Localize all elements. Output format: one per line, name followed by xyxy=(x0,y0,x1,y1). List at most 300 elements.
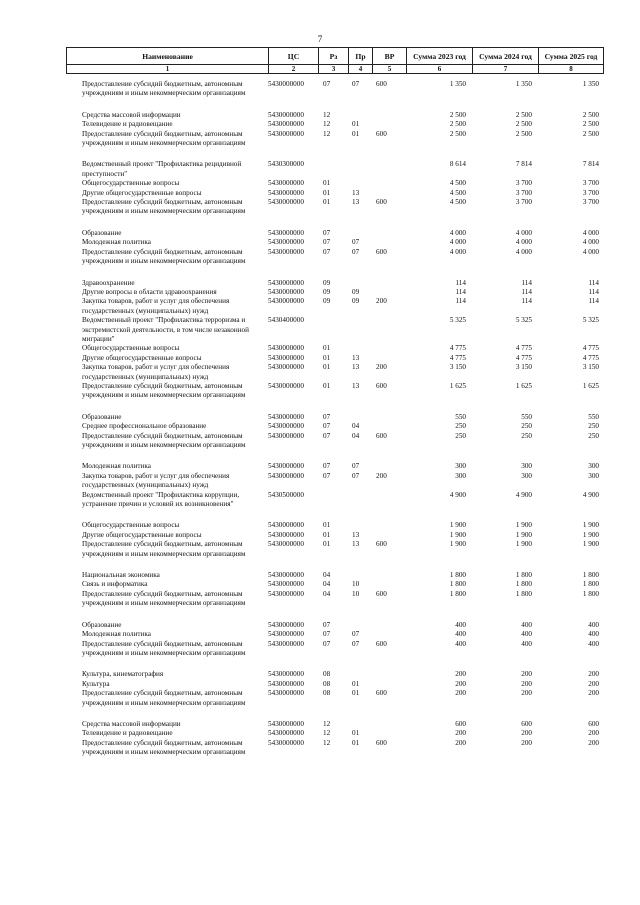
row-vr: 600 xyxy=(376,738,387,747)
row-name: Телевидение и радиовещание xyxy=(82,729,173,738)
row-cs: 5430000000 xyxy=(268,521,304,530)
row-sum-2024: 5 325 xyxy=(515,316,532,325)
row-sum-2023: 4 500 xyxy=(449,188,466,197)
row-rz: 01 xyxy=(323,381,331,390)
row-vr: 200 xyxy=(376,297,387,306)
row-pr: 13 xyxy=(352,198,360,207)
row-pr: 01 xyxy=(352,129,360,138)
table-row xyxy=(66,179,603,188)
row-spacer xyxy=(66,401,603,413)
row-pr: 13 xyxy=(352,381,360,390)
row-sum-2023: 4 900 xyxy=(449,490,466,499)
row-sum-2023: 1 625 xyxy=(449,381,466,390)
row-pr: 01 xyxy=(352,729,360,738)
header-sum-2023: Сумма 2023 год xyxy=(407,48,473,65)
row-sum-2024: 4 775 xyxy=(515,353,532,362)
row-rz: 09 xyxy=(323,297,331,306)
row-sum-2025: 114 xyxy=(588,278,599,287)
row-rz: 04 xyxy=(323,580,331,589)
row-cs: 5430000000 xyxy=(268,120,304,129)
row-vr: 600 xyxy=(376,639,387,648)
row-name: Связь и информатика xyxy=(82,580,148,589)
header-num-3: 3 xyxy=(319,65,349,74)
row-name: Средства массовой информации xyxy=(82,110,181,119)
row-name: Предоставление субсидий бюджетным, автономным учреждениям и иным некоммерческим организациям xyxy=(82,247,246,266)
row-sum-2024: 3 700 xyxy=(515,198,532,207)
row-sum-2025: 2 500 xyxy=(582,129,599,138)
row-vr xyxy=(372,229,406,238)
header-num-1: 1 xyxy=(67,65,269,74)
row-rz: 08 xyxy=(323,689,331,698)
row-sum-2025: 1 800 xyxy=(582,571,599,580)
row-cs: 5430000000 xyxy=(268,297,304,306)
row-cs: 5430000000 xyxy=(268,278,304,287)
row-vr xyxy=(372,354,406,363)
row-cs: 5430000000 xyxy=(268,738,304,747)
row-pr: 04 xyxy=(352,422,360,431)
row-cs: 5430000000 xyxy=(268,639,304,648)
row-cs: 5430000000 xyxy=(268,670,304,679)
row-sum-2025: 1 900 xyxy=(582,540,599,549)
row-cs: 5430000000 xyxy=(268,238,304,247)
row-sum-2024: 1 625 xyxy=(515,381,532,390)
row-rz: 08 xyxy=(323,679,331,688)
row-sum-2023: 2 500 xyxy=(449,120,466,129)
row-cs: 5430000000 xyxy=(268,247,304,256)
header-vr: ВР xyxy=(373,48,407,65)
row-name: Предоставление субсидий бюджетным, автономным учреждениям и иным некоммерческим организациям xyxy=(82,381,246,400)
row-spacer xyxy=(66,450,603,462)
row-vr xyxy=(372,521,406,530)
header-num-2: 2 xyxy=(269,65,319,74)
row-pr: 07 xyxy=(352,471,360,480)
row-sum-2024: 3 700 xyxy=(515,179,532,188)
row-sum-2024: 200 xyxy=(521,729,532,738)
row-vr: 600 xyxy=(376,689,387,698)
row-vr xyxy=(372,160,406,179)
row-sum-2024: 4 000 xyxy=(515,247,532,256)
row-sum-2023: 400 xyxy=(455,620,466,629)
row-sum-2024: 400 xyxy=(521,620,532,629)
row-cs: 5430000000 xyxy=(268,353,304,362)
row-sum-2024: 300 xyxy=(521,462,532,471)
row-cs: 5430000000 xyxy=(268,198,304,207)
row-pr xyxy=(348,571,372,580)
row-name: Общегосударственные вопросы xyxy=(82,344,180,353)
row-sum-2025: 400 xyxy=(588,630,599,639)
row-sum-2023: 1 350 xyxy=(449,80,466,88)
table-row xyxy=(66,130,603,149)
row-cs: 5430000000 xyxy=(268,580,304,589)
row-pr xyxy=(348,316,372,344)
row-cs: 5430000000 xyxy=(268,630,304,639)
header-cs: ЦС xyxy=(269,48,319,65)
row-cs: 5430400000 xyxy=(268,316,304,325)
row-pr: 04 xyxy=(352,431,360,440)
row-sum-2024: 550 xyxy=(521,412,532,421)
row-vr: 600 xyxy=(376,247,387,256)
row-pr: 07 xyxy=(352,238,360,247)
row-cs: 5430000000 xyxy=(268,179,304,188)
table-row xyxy=(66,640,603,659)
row-sum-2024: 4 000 xyxy=(515,228,532,237)
row-name: Образование xyxy=(82,228,122,237)
row-rz: 12 xyxy=(323,129,331,138)
row-sum-2024: 250 xyxy=(521,422,532,431)
row-vr: 200 xyxy=(376,471,387,480)
table-row xyxy=(66,531,603,540)
row-rz: 01 xyxy=(323,530,331,539)
row-pr xyxy=(348,279,372,288)
row-cs: 5430000000 xyxy=(268,363,304,372)
row-rz: 09 xyxy=(323,287,331,296)
row-pr: 13 xyxy=(352,540,360,549)
row-sum-2024: 1 800 xyxy=(515,589,532,598)
row-name: Ведомственный проект "Профилактика терроризма и экстремистской деятельности, в том числе незаконной миграции" xyxy=(82,316,249,343)
table-row xyxy=(66,491,603,510)
table-row xyxy=(66,363,603,382)
row-rz: 07 xyxy=(323,422,331,431)
row-cs: 5430300000 xyxy=(268,160,304,169)
row-vr: 600 xyxy=(376,129,387,138)
row-sum-2023: 1 800 xyxy=(449,589,466,598)
row-sum-2025: 1 900 xyxy=(582,521,599,530)
row-sum-2023: 1 900 xyxy=(449,530,466,539)
table-row xyxy=(66,279,603,288)
table-row xyxy=(66,297,603,316)
row-vr xyxy=(372,179,406,188)
row-sum-2025: 600 xyxy=(588,719,599,728)
row-vr: 600 xyxy=(376,381,387,390)
row-pr: 01 xyxy=(352,120,360,129)
table-row xyxy=(66,160,603,179)
row-pr xyxy=(348,491,372,510)
row-sum-2024: 1 800 xyxy=(515,571,532,580)
row-pr xyxy=(348,670,372,679)
row-vr xyxy=(372,238,406,247)
row-sum-2025: 3 150 xyxy=(582,363,599,372)
row-vr: 600 xyxy=(376,589,387,598)
row-rz: 09 xyxy=(323,278,331,287)
row-vr xyxy=(372,288,406,297)
row-sum-2024: 114 xyxy=(521,278,532,287)
row-sum-2023: 1 900 xyxy=(449,521,466,530)
row-sum-2024: 4 900 xyxy=(515,490,532,499)
row-sum-2025: 3 700 xyxy=(582,179,599,188)
table-row xyxy=(66,413,603,422)
row-rz: 08 xyxy=(323,670,331,679)
row-name: Закупка товаров, работ и услуг для обеспечения государственных (муниципальных) нужд xyxy=(82,297,230,315)
row-cs: 5430000000 xyxy=(268,719,304,728)
row-name: Молодежная политика xyxy=(82,238,151,247)
row-sum-2025: 4 775 xyxy=(582,344,599,353)
row-cs: 5430000000 xyxy=(268,422,304,431)
row-sum-2024: 3 150 xyxy=(515,363,532,372)
row-sum-2023: 400 xyxy=(455,630,466,639)
row-pr xyxy=(348,413,372,422)
row-sum-2023: 4 500 xyxy=(449,198,466,207)
row-sum-2023: 400 xyxy=(455,639,466,648)
row-name: Другие общегосударственные вопросы xyxy=(82,530,202,539)
table-row xyxy=(66,472,603,491)
row-sum-2023: 3 150 xyxy=(449,363,466,372)
row-rz: 07 xyxy=(323,247,331,256)
table-row xyxy=(66,571,603,580)
row-sum-2025: 1 800 xyxy=(582,589,599,598)
row-spacer xyxy=(66,609,603,621)
row-name: Молодежная политика xyxy=(82,462,151,471)
row-sum-2025: 200 xyxy=(588,689,599,698)
row-pr: 01 xyxy=(352,738,360,747)
row-rz: 01 xyxy=(323,198,331,207)
row-sum-2025: 200 xyxy=(588,729,599,738)
row-pr: 13 xyxy=(352,188,360,197)
row-sum-2023: 4 000 xyxy=(449,238,466,247)
row-vr xyxy=(372,630,406,639)
table-row xyxy=(66,540,603,559)
row-sum-2025: 200 xyxy=(588,738,599,747)
table-row xyxy=(66,739,603,758)
row-sum-2023: 2 500 xyxy=(449,110,466,119)
row-sum-2025: 1 350 xyxy=(582,80,599,88)
row-name: Культура, кинематография xyxy=(82,670,164,679)
table-row xyxy=(66,580,603,589)
header-num-7: 7 xyxy=(473,65,539,74)
table-row xyxy=(66,729,603,738)
row-cs: 5430000000 xyxy=(268,620,304,629)
row-name: Здравоохранение xyxy=(82,278,135,287)
page-number: 7 xyxy=(317,34,323,44)
row-pr xyxy=(348,521,372,530)
row-vr xyxy=(372,580,406,589)
row-name: Культура xyxy=(82,679,110,688)
row-sum-2023: 4 500 xyxy=(449,179,466,188)
table-row xyxy=(66,680,603,689)
row-sum-2024: 2 500 xyxy=(515,110,532,119)
row-name: Другие общегосударственные вопросы xyxy=(82,353,202,362)
row-rz xyxy=(318,316,348,344)
row-name: Другие общегосударственные вопросы xyxy=(82,188,202,197)
row-sum-2025: 550 xyxy=(588,412,599,421)
row-name: Предоставление субсидий бюджетным, автономным учреждениям и иным некоммерческим организациям xyxy=(82,738,246,757)
row-sum-2025: 114 xyxy=(588,287,599,296)
row-sum-2025: 1 800 xyxy=(582,580,599,589)
row-rz: 01 xyxy=(323,521,331,530)
row-vr xyxy=(372,111,406,120)
row-pr xyxy=(348,344,372,353)
row-spacer xyxy=(66,559,603,571)
row-sum-2024: 114 xyxy=(521,287,532,296)
row-sum-2024: 200 xyxy=(521,670,532,679)
row-sum-2024: 200 xyxy=(521,689,532,698)
row-cs: 5430000000 xyxy=(268,530,304,539)
row-name: Предоставление субсидий бюджетным, автономным учреждениям и иным некоммерческим организациям xyxy=(82,198,246,216)
row-sum-2024: 600 xyxy=(521,719,532,728)
row-pr: 07 xyxy=(352,462,360,471)
header-num-8: 8 xyxy=(539,65,604,74)
row-sum-2024: 1 350 xyxy=(515,80,532,88)
row-rz: 01 xyxy=(323,179,331,188)
row-cs: 5430000000 xyxy=(268,689,304,698)
table-row xyxy=(66,462,603,471)
row-sum-2023: 4 775 xyxy=(449,344,466,353)
row-pr xyxy=(348,720,372,729)
row-spacer xyxy=(66,708,603,720)
row-sum-2025: 4 900 xyxy=(582,490,599,499)
row-sum-2024: 400 xyxy=(521,639,532,648)
row-sum-2023: 300 xyxy=(455,471,466,480)
table-row xyxy=(66,689,603,708)
row-sum-2024: 250 xyxy=(521,431,532,440)
row-sum-2023: 600 xyxy=(455,719,466,728)
row-spacer xyxy=(66,148,603,160)
row-sum-2025: 3 700 xyxy=(582,188,599,197)
table-row xyxy=(66,111,603,120)
row-spacer xyxy=(66,99,603,111)
row-cs: 5430000000 xyxy=(268,571,304,580)
row-rz: 07 xyxy=(323,630,331,639)
table-row xyxy=(66,229,603,238)
row-sum-2025: 200 xyxy=(588,679,599,688)
row-sum-2024: 200 xyxy=(521,679,532,688)
row-rz: 01 xyxy=(323,353,331,362)
row-sum-2023: 4 000 xyxy=(449,228,466,237)
row-pr: 10 xyxy=(352,589,360,598)
row-cs: 5430000000 xyxy=(268,471,304,480)
row-name: Молодежная политика xyxy=(82,630,151,639)
row-sum-2025: 250 xyxy=(588,422,599,431)
row-sum-2023: 4 775 xyxy=(449,353,466,362)
table-row xyxy=(66,344,603,353)
row-sum-2025: 400 xyxy=(588,620,599,629)
row-sum-2025: 4 775 xyxy=(582,353,599,362)
row-sum-2025: 5 325 xyxy=(582,316,599,325)
row-cs: 5430000000 xyxy=(268,412,304,421)
row-pr: 07 xyxy=(352,247,360,256)
row-sum-2024: 4 000 xyxy=(515,238,532,247)
header-num-6: 6 xyxy=(407,65,473,74)
table-row xyxy=(66,120,603,129)
row-sum-2024: 2 500 xyxy=(515,129,532,138)
row-sum-2023: 2 500 xyxy=(449,129,466,138)
row-pr: 09 xyxy=(352,287,360,296)
row-cs: 5430000000 xyxy=(268,381,304,390)
row-rz: 07 xyxy=(323,412,331,421)
row-cs: 5430000000 xyxy=(268,129,304,138)
row-cs: 5430000000 xyxy=(268,679,304,688)
row-sum-2024: 7 814 xyxy=(515,160,532,169)
row-vr xyxy=(372,462,406,471)
row-name: Образование xyxy=(82,620,122,629)
row-sum-2023: 300 xyxy=(455,462,466,471)
row-sum-2023: 550 xyxy=(455,412,466,421)
row-sum-2025: 300 xyxy=(588,462,599,471)
row-sum-2023: 1 900 xyxy=(449,540,466,549)
row-sum-2023: 4 000 xyxy=(449,247,466,256)
row-pr xyxy=(348,160,372,179)
row-sum-2023: 114 xyxy=(455,287,466,296)
row-cs: 5430000000 xyxy=(268,344,304,353)
row-pr xyxy=(348,179,372,188)
row-vr: 200 xyxy=(376,363,387,372)
row-name: Образование xyxy=(82,412,122,421)
row-sum-2025: 4 000 xyxy=(582,247,599,256)
row-vr xyxy=(372,670,406,679)
row-pr xyxy=(348,229,372,238)
row-sum-2024: 1 900 xyxy=(515,540,532,549)
row-sum-2024: 3 700 xyxy=(515,188,532,197)
row-sum-2023: 200 xyxy=(455,729,466,738)
row-pr: 13 xyxy=(352,530,360,539)
row-spacer xyxy=(66,509,603,521)
row-rz: 01 xyxy=(323,363,331,372)
row-cs: 5430500000 xyxy=(268,490,304,499)
row-vr xyxy=(372,720,406,729)
row-vr xyxy=(372,531,406,540)
row-sum-2024: 114 xyxy=(521,297,532,306)
row-vr xyxy=(372,189,406,198)
row-rz: 12 xyxy=(323,120,331,129)
row-sum-2023: 114 xyxy=(455,278,466,287)
row-name: Предоставление субсидий бюджетным, автономным учреждениям и иным некоммерческим организациям xyxy=(82,80,246,98)
row-pr: 13 xyxy=(352,363,360,372)
row-sum-2023: 1 800 xyxy=(449,580,466,589)
table-row xyxy=(66,354,603,363)
row-sum-2025: 1 900 xyxy=(582,530,599,539)
row-name: Национальная экономика xyxy=(82,571,160,580)
row-pr: 09 xyxy=(352,297,360,306)
row-sum-2023: 1 800 xyxy=(449,571,466,580)
header-num-5: 5 xyxy=(373,65,407,74)
row-rz: 01 xyxy=(323,344,331,353)
row-vr xyxy=(372,422,406,431)
row-vr xyxy=(372,413,406,422)
row-rz: 07 xyxy=(323,80,331,88)
row-sum-2024: 200 xyxy=(521,738,532,747)
row-sum-2023: 8 614 xyxy=(449,160,466,169)
row-pr xyxy=(348,621,372,630)
row-vr: 600 xyxy=(376,540,387,549)
row-sum-2023: 200 xyxy=(455,689,466,698)
row-name: Другие вопросы в области здравоохранения xyxy=(82,287,217,296)
row-sum-2023: 5 325 xyxy=(449,316,466,325)
table-row xyxy=(66,621,603,630)
table-row xyxy=(66,316,603,344)
header-pr: Пр xyxy=(349,48,373,65)
row-sum-2023: 114 xyxy=(455,297,466,306)
row-sum-2025: 4 000 xyxy=(582,228,599,237)
row-rz: 07 xyxy=(323,228,331,237)
row-rz: 07 xyxy=(323,238,331,247)
row-vr xyxy=(372,120,406,129)
row-cs: 5430000000 xyxy=(268,431,304,440)
header-rz: Рз xyxy=(319,48,349,65)
header-sum-2025: Сумма 2025 год xyxy=(539,48,604,65)
row-vr xyxy=(372,279,406,288)
table-row xyxy=(66,288,603,297)
row-sum-2025: 7 814 xyxy=(582,160,599,169)
row-sum-2025: 2 500 xyxy=(582,110,599,119)
row-rz xyxy=(318,491,348,510)
row-rz: 12 xyxy=(323,729,331,738)
row-name: Средства массовой информации xyxy=(82,719,181,728)
row-pr: 07 xyxy=(352,80,360,88)
row-rz: 07 xyxy=(323,462,331,471)
header-num-4: 4 xyxy=(349,65,373,74)
row-rz: 07 xyxy=(323,431,331,440)
row-sum-2024: 1 900 xyxy=(515,530,532,539)
row-sum-2024: 400 xyxy=(521,630,532,639)
